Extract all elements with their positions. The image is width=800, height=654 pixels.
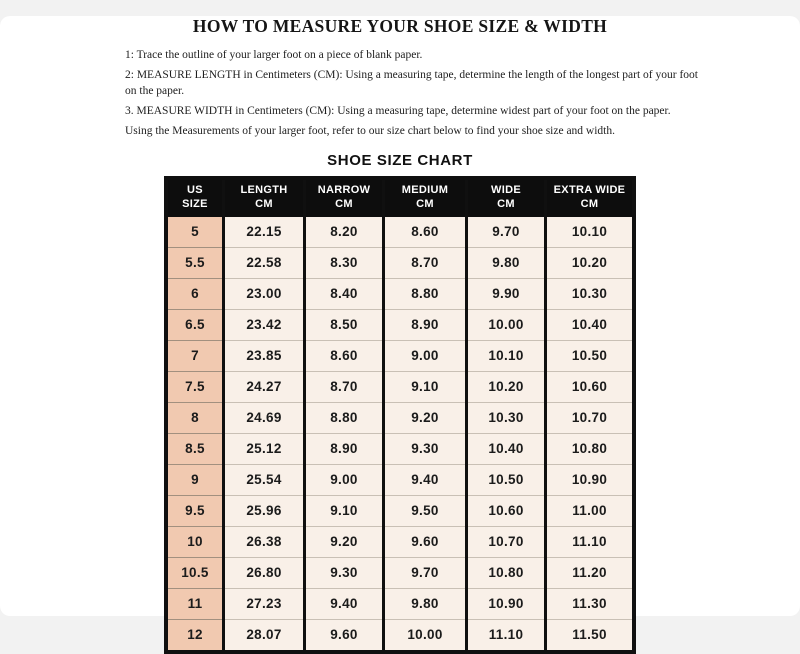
- shoe-size-guide-page: [0, 16, 800, 643]
- us-size-cell: 9.5: [166, 495, 224, 526]
- measurement-cell: 8.70: [384, 247, 467, 278]
- measurement-cell: 8.50: [305, 309, 384, 340]
- table-row: [166, 371, 634, 402]
- table-row: [166, 247, 634, 278]
- table-row: [166, 464, 634, 495]
- instruction-note: Using the Measurements of your larger foot, refer to our size chart below to find your shoe size and width.: [125, 124, 615, 137]
- shoe-size-table: [164, 176, 636, 654]
- measurement-cell: 10.10: [546, 217, 635, 248]
- measurement-cell: 11.00: [546, 495, 635, 526]
- measurement-cell: 9.10: [384, 371, 467, 402]
- instruction-step-2: 2: MEASURE LENGTH in Centimeters (CM): Using a measuring tape, determine the length of the longest part of your foot on the paper.: [125, 68, 698, 98]
- us-size-cell: 5: [166, 217, 224, 248]
- measurement-cell: 10.70: [546, 402, 635, 433]
- measurement-cell: 9.70: [384, 557, 467, 588]
- page-title: HOW TO MEASURE YOUR SHOE SIZE & WIDTH: [192, 16, 608, 36]
- measurement-cell: 23.85: [224, 340, 305, 371]
- measurement-cell: 25.96: [224, 495, 305, 526]
- measurement-cell: 8.70: [305, 371, 384, 402]
- table-header: [166, 178, 634, 217]
- measurement-cell: 8.80: [384, 278, 467, 309]
- measurement-cell: 9.30: [384, 433, 467, 464]
- measurement-cell: 27.23: [224, 588, 305, 619]
- table-row: [166, 433, 634, 464]
- measurement-cell: 8.80: [305, 402, 384, 433]
- column-header-medium: MEDIUM CM: [384, 178, 467, 217]
- chart-title: SHOE SIZE CHART: [327, 152, 473, 170]
- measurement-cell: 9.40: [384, 464, 467, 495]
- table-row: [166, 619, 634, 652]
- measurement-cell: 24.69: [224, 402, 305, 433]
- measurement-cell: 25.12: [224, 433, 305, 464]
- measurement-cell: 11.20: [546, 557, 635, 588]
- measurement-cell: 24.27: [224, 371, 305, 402]
- table-row: [166, 278, 634, 309]
- column-header-length: LENGTH CM: [224, 178, 305, 217]
- measurement-cell: 9.60: [384, 526, 467, 557]
- measurement-cell: 8.90: [384, 309, 467, 340]
- us-size-cell: 9: [166, 464, 224, 495]
- measurement-cell: 8.90: [305, 433, 384, 464]
- measurement-cell: 9.60: [305, 619, 384, 652]
- measurement-instructions: [125, 47, 710, 139]
- measurement-cell: 28.07: [224, 619, 305, 652]
- measurement-cell: 11.50: [546, 619, 635, 652]
- us-size-cell: 10.5: [166, 557, 224, 588]
- measurement-cell: 10.30: [546, 278, 635, 309]
- table-row: [166, 588, 634, 619]
- measurement-cell: 10.80: [467, 557, 546, 588]
- measurement-cell: 9.00: [384, 340, 467, 371]
- us-size-cell: 7: [166, 340, 224, 371]
- measurement-cell: 9.70: [467, 217, 546, 248]
- measurement-cell: 8.40: [305, 278, 384, 309]
- us-size-cell: 6.5: [166, 309, 224, 340]
- column-header-extra-wide: EXTRA WIDE CM: [546, 178, 635, 217]
- measurement-cell: 9.00: [305, 464, 384, 495]
- measurement-cell: 10.90: [546, 464, 635, 495]
- measurement-cell: 10.90: [467, 588, 546, 619]
- measurement-cell: 10.50: [546, 340, 635, 371]
- measurement-cell: 9.20: [305, 526, 384, 557]
- measurement-cell: 26.80: [224, 557, 305, 588]
- us-size-cell: 10: [166, 526, 224, 557]
- measurement-cell: 9.80: [384, 588, 467, 619]
- us-size-cell: 11: [166, 588, 224, 619]
- us-size-cell: 5.5: [166, 247, 224, 278]
- table-row: [166, 526, 634, 557]
- measurement-cell: 10.50: [467, 464, 546, 495]
- instruction-step-1: 1: Trace the outline of your larger foot on a piece of blank paper.: [125, 49, 423, 61]
- measurement-cell: 10.10: [467, 340, 546, 371]
- us-size-cell: 6: [166, 278, 224, 309]
- measurement-cell: 9.40: [305, 588, 384, 619]
- measurement-cell: 9.30: [305, 557, 384, 588]
- column-header-wide: WIDE CM: [467, 178, 546, 217]
- table-row: [166, 340, 634, 371]
- measurement-cell: 10.70: [467, 526, 546, 557]
- measurement-cell: 11.10: [467, 619, 546, 652]
- column-header-narrow: NARROW CM: [305, 178, 384, 217]
- header-row: [166, 178, 634, 217]
- measurement-cell: 11.30: [546, 588, 635, 619]
- table-row: [166, 309, 634, 340]
- measurement-cell: 9.10: [305, 495, 384, 526]
- measurement-cell: 11.10: [546, 526, 635, 557]
- table-row: [166, 402, 634, 433]
- measurement-cell: 23.00: [224, 278, 305, 309]
- measurement-cell: 10.30: [467, 402, 546, 433]
- measurement-cell: 22.58: [224, 247, 305, 278]
- table-row: [166, 557, 634, 588]
- measurement-cell: 8.20: [305, 217, 384, 248]
- measurement-cell: 10.60: [546, 371, 635, 402]
- measurement-cell: 10.20: [546, 247, 635, 278]
- measurement-cell: 22.15: [224, 217, 305, 248]
- us-size-cell: 12: [166, 619, 224, 652]
- measurement-cell: 9.50: [384, 495, 467, 526]
- measurement-cell: 10.40: [467, 433, 546, 464]
- measurement-cell: 23.42: [224, 309, 305, 340]
- us-size-cell: 8.5: [166, 433, 224, 464]
- table-row: [166, 217, 634, 248]
- measurement-cell: 10.40: [546, 309, 635, 340]
- instruction-step-3: 3. MEASURE WIDTH in Centimeters (CM): Using a measuring tape, determine widest part of your foot on the paper.: [125, 105, 671, 118]
- measurement-cell: 25.54: [224, 464, 305, 495]
- measurement-cell: 9.20: [384, 402, 467, 433]
- column-header-us: US SIZE: [166, 178, 224, 217]
- measurement-cell: 8.60: [384, 217, 467, 248]
- measurement-cell: 10.00: [467, 309, 546, 340]
- us-size-cell: 8: [166, 402, 224, 433]
- measurement-cell: 9.90: [467, 278, 546, 309]
- measurement-cell: 8.30: [305, 247, 384, 278]
- measurement-cell: 9.80: [467, 247, 546, 278]
- measurement-cell: 8.60: [305, 340, 384, 371]
- measurement-cell: 10.20: [467, 371, 546, 402]
- measurement-cell: 10.60: [467, 495, 546, 526]
- measurement-cell: 10.00: [384, 619, 467, 652]
- table-body: [166, 217, 634, 652]
- measurement-cell: 26.38: [224, 526, 305, 557]
- measurement-cell: 10.80: [546, 433, 635, 464]
- us-size-cell: 7.5: [166, 371, 224, 402]
- table-row: [166, 495, 634, 526]
